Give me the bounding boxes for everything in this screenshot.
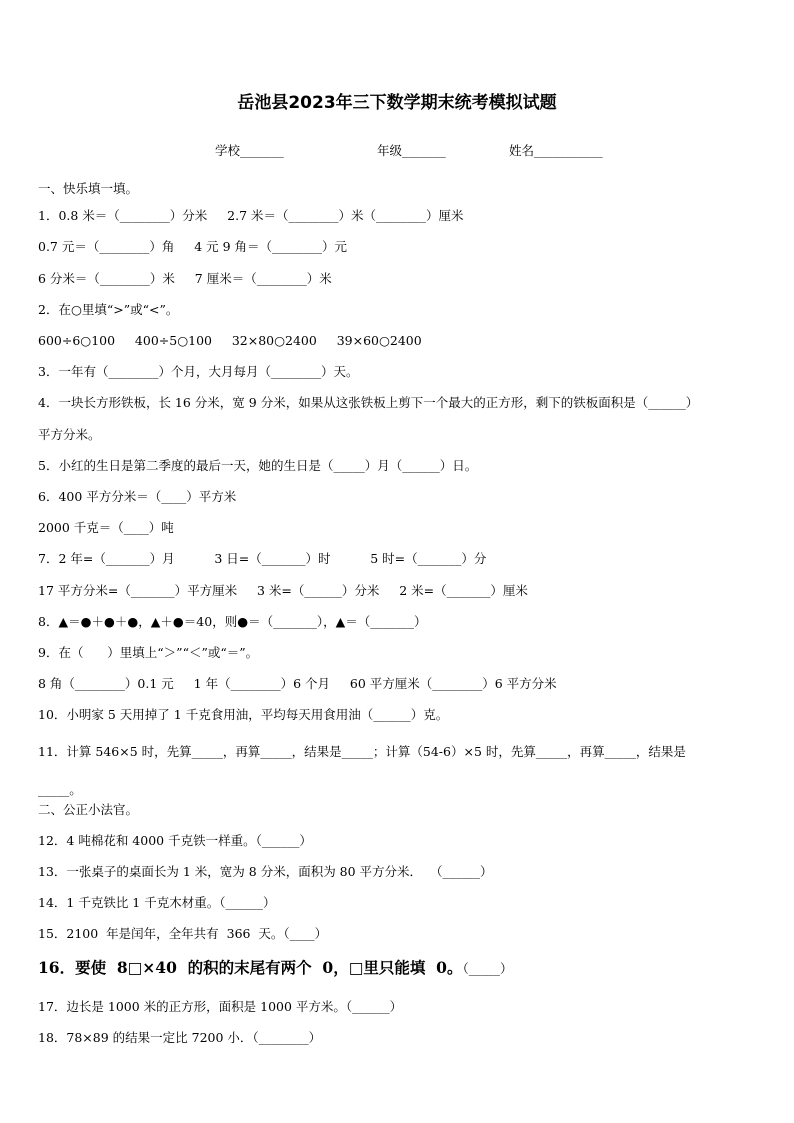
question-9-items: 8 角（________）0.1 元 1 年（________）6 个月 60 平方厘米（________）6 平方分米: [38, 676, 557, 691]
page-title: 岳池县2023年三下数学期末统考模拟试题: [237, 93, 557, 113]
question-14: 14．1 千克铁比 1 千克木材重。（______）: [38, 895, 276, 910]
section-2-heading: 二、公正小法官。: [38, 802, 139, 817]
question-11: 11．计算 546×5 时，先算_____，再算_____，结果是_____；计算（54-6）×5 时，先算_____，再算_____，结果是: [38, 744, 686, 759]
question-17: 17．边长是 1000 米的正方形，面积是 1000 平方米。（______）: [38, 999, 403, 1014]
question-6-line-1: 6．400 平方分米＝（____）平方米: [38, 489, 237, 504]
name-field: 姓名___________: [509, 143, 603, 158]
question-8: 8．▲＝●＋●＋●，▲＋●＝40，则●＝（_______），▲＝（_______）: [38, 614, 427, 629]
question-7-line-1: 7．2 年=（_______）月 3 日=（_______）时 5 时=（_______）分: [38, 551, 487, 566]
question-2: 2．在○里填“>”或“<”。: [38, 302, 179, 317]
question-10: 10．小明家 5 天用掉了 1 千克食用油，平均每天用食用油（______）克。: [38, 707, 449, 722]
question-15: 15．2100 年是闰年，全年共有 366 天。（____）: [38, 926, 328, 941]
question-6-line-2: 2000 千克＝（____）吨: [38, 520, 174, 535]
question-4: 4．一块长方形铁板，长 16 分米，宽 9 分米，如果从这张铁板上剪下一个最大的正方形，剩下的铁板面积是（______）: [38, 395, 699, 410]
section-1-heading: 一、快乐填一填。: [38, 181, 139, 196]
question-16-blank: （_____）: [462, 961, 513, 976]
question-5: 5．小红的生日是第二季度的最后一天，她的生日是（_____）月（______）日。: [38, 458, 478, 473]
question-1-line-2: 0.7 元＝（________）角 4 元 9 角＝（________）元: [38, 239, 348, 254]
question-13: 13．一张桌子的桌面长为 1 米，宽为 8 分米，面积为 80 平方分米． （______）: [38, 864, 493, 879]
question-12: 12．4 吨棉花和 4000 千克铁一样重。（______）: [38, 833, 312, 848]
question-3: 3．一年有（________）个月，大月每月（________）天。: [38, 364, 359, 379]
question-18: 18．78×89 的结果一定比 7200 小．（________）: [38, 1030, 322, 1045]
question-1-line-3: 6 分米＝（________）米 7 厘米＝（________）米: [38, 271, 332, 286]
question-9: 9．在（ ）里填上“＞”“＜”或“＝”。: [38, 645, 259, 660]
question-16-text: 16．要使 8□×40 的积的末尾有两个 0，□里只能填 0。: [38, 958, 463, 977]
grade-field: 年级_______: [377, 143, 446, 158]
question-4-continued: 平方分米。: [38, 427, 101, 442]
question-7-line-2: 17 平方分米=（_______）平方厘米 3 米=（______）分米 2 米=（_______）厘米: [38, 583, 528, 598]
question-1-line-1: 1．0.8 米＝（________）分米 2.7 米＝（________）米（________）厘米: [38, 208, 464, 223]
question-11-continued: _____。: [38, 782, 82, 797]
question-2-items: 600÷6○100 400÷5○100 32×80○2400 39×60○2400: [38, 333, 422, 348]
school-field: 学校_______: [215, 143, 284, 158]
question-16: [38, 960, 512, 977]
